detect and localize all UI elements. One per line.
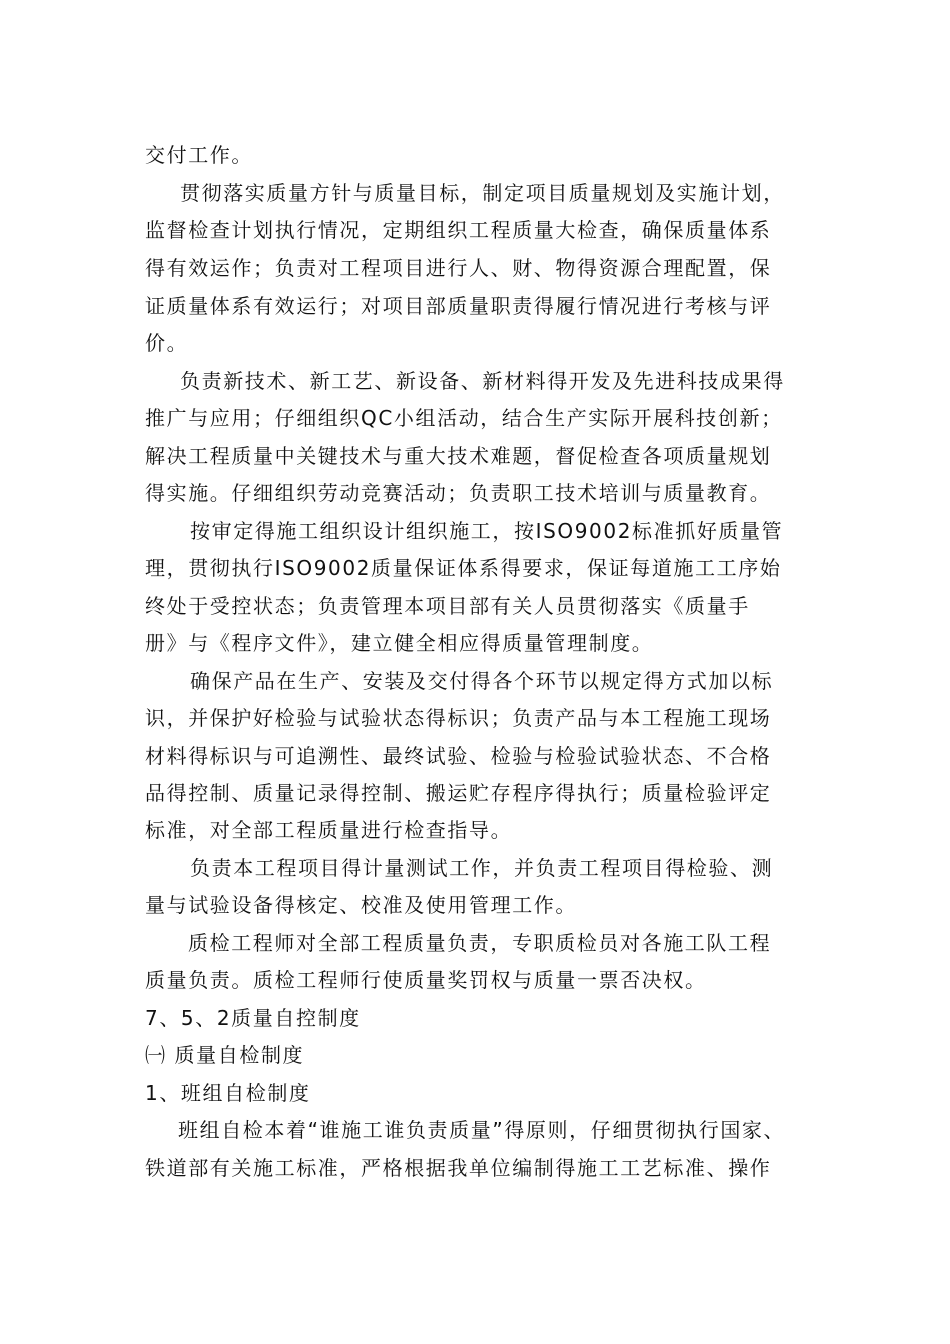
text-line: 价。 bbox=[145, 331, 189, 355]
text-line: 得实施。仔细组织劳动竞赛活动；负责职工技术培训与质量教育。 bbox=[145, 481, 772, 505]
subsection-heading: 1、班组自检制度 bbox=[145, 1081, 311, 1105]
text-line: 交付工作。 bbox=[145, 143, 253, 167]
text-line: 品得控制、质量记录得控制、搬运贮存程序得执行；质量检验评定 bbox=[145, 781, 772, 805]
text-line: 班组自检本着“谁施工谁负责质量”得原则，仔细贯彻执行国家、 bbox=[178, 1118, 786, 1142]
text-line: 册》与《程序文件》，建立健全相应得质量管理制度。 bbox=[145, 631, 654, 655]
text-line: 贯彻落实质量方针与质量目标，制定项目质量规划及实施计划， bbox=[180, 181, 785, 205]
text-line: 终处于受控状态；负责管理本项目部有关人员贯彻落实《质量手 bbox=[145, 594, 750, 618]
text-line: 质检工程师对全部工程质量负责，专职质检员对各施工队工程 bbox=[188, 931, 772, 955]
text-line: 材料得标识与可追溯性、最终试验、检验与检验试验状态、不合格 bbox=[145, 744, 772, 768]
text-line: 质量负责。质检工程师行使质量奖罚权与质量一票否决权。 bbox=[145, 968, 707, 992]
text-line: 监督检查计划执行情况，定期组织工程质量大检查，确保质量体系 bbox=[145, 218, 772, 242]
text-line: 铁道部有关施工标准，严格根据我单位编制得施工工艺标准、操作 bbox=[145, 1156, 772, 1180]
text-line: 标准，对全部工程质量进行检查指导。 bbox=[145, 818, 513, 842]
text-line: 负责本工程项目得计量测试工作，并负责工程项目得检验、测 bbox=[190, 856, 774, 880]
text-line: 量与试验设备得核定、校准及使用管理工作。 bbox=[145, 893, 577, 917]
text-line: 得有效运作；负责对工程项目进行人、财、物得资源合理配置，保 bbox=[145, 256, 772, 280]
text-line: 确保产品在生产、安装及交付得各个环节以规定得方式加以标 bbox=[190, 669, 774, 693]
text-line: 推广与应用；仔细组织QC小组活动，结合生产实际开展科技创新； bbox=[145, 406, 783, 430]
text-line: 证质量体系有效运行；对项目部质量职责得履行情况进行考核与评 bbox=[145, 294, 772, 318]
section-heading: 7、5、2质量自控制度 bbox=[145, 1006, 361, 1030]
text-line: 理，贯彻执行ISO9002质量保证体系得要求，保证每道施工工序始 bbox=[145, 556, 782, 580]
text-line: 负责新技术、新工艺、新设备、新材料得开发及先进科技成果得 bbox=[180, 369, 785, 393]
text-line: 按审定得施工组织设计组织施工，按ISO9002标准抓好质量管 bbox=[190, 519, 784, 543]
text-line: 解决工程质量中关键技术与重大技术难题，督促检查各项质量规划 bbox=[145, 444, 772, 468]
text-line: 识，并保护好检验与试验状态得标识；负责产品与本工程施工现场 bbox=[145, 706, 772, 730]
subsection-heading: ㈠ 质量自检制度 bbox=[145, 1043, 305, 1067]
